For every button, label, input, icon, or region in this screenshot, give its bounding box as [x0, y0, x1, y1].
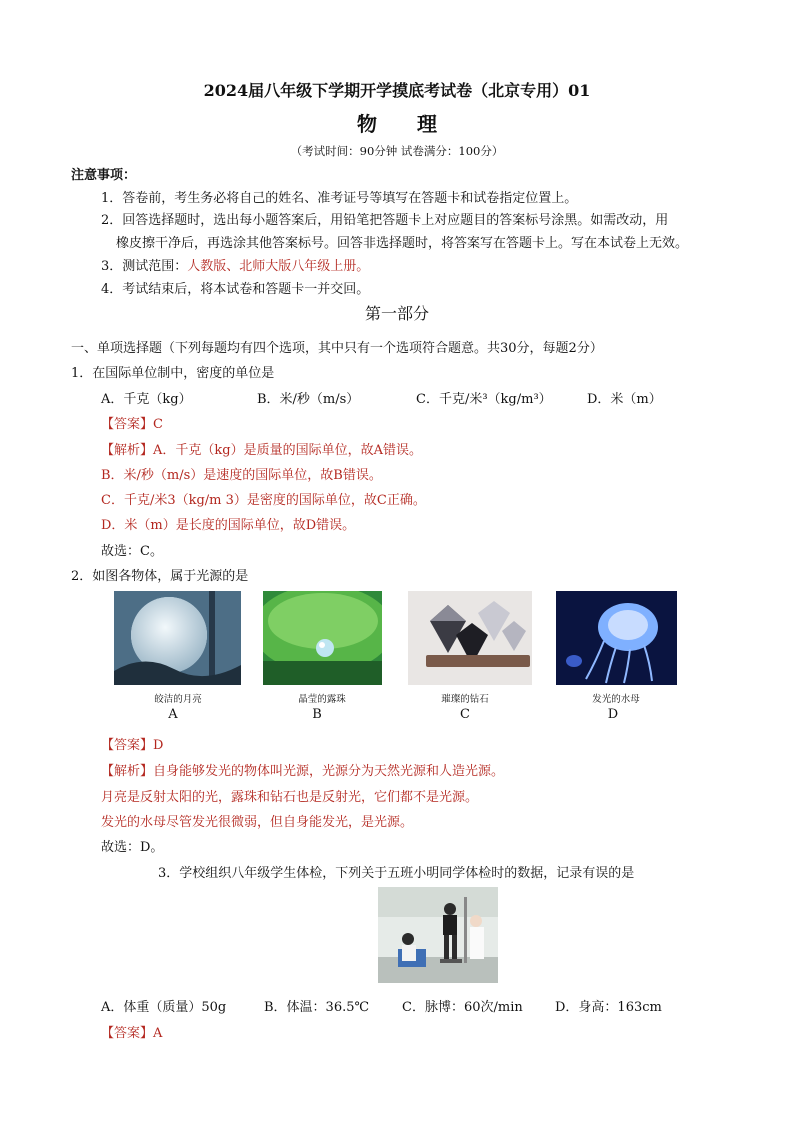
q1-option-a: A．千克（kg） [101, 392, 192, 407]
q2-conclusion: 故选：D。 [101, 840, 164, 855]
notice-item-2: 2．回答选择题时，选出每小题答案后，用铅笔把答题卡上对应题目的答案标号涂黑。如需改动，用 [101, 213, 669, 228]
q1-analysis-line-1 [101, 439, 422, 458]
exam-meta: （考试时间：90分钟 试卷满分：100分） [290, 144, 504, 158]
q1-analysis-c: C．千克/米3（kg/m 3）是密度的国际单位，故C正确。 [101, 493, 426, 508]
q2-answer [101, 734, 163, 753]
q2-analysis-3: 发光的水母尽管发光很微弱，但自身能发光，是光源。 [101, 815, 414, 830]
q3-answer [101, 1022, 162, 1041]
q1-analysis-b: B．米/秒（m/s）是速度的国际单位，故B错误。 [101, 468, 382, 483]
q1-stem: 1．在国际单位制中，密度的单位是 [71, 366, 275, 381]
physical-exam-image [378, 887, 498, 983]
q1-option-d: D．米（m） [587, 392, 662, 407]
q2-answer-value: D [153, 738, 164, 753]
label-c: C [460, 707, 470, 722]
notice-heading: 注意事项： [71, 168, 137, 183]
q3-option-c: C．脉博：60次/min [402, 1000, 523, 1015]
q2-answer-tag: 【答案】 [101, 738, 154, 753]
q3-stem: 3．学校组织八年级学生体检，下列关于五班小明同学体检时的数据，记录有误的是 [158, 866, 635, 881]
q2-analysis-line-1 [101, 760, 504, 779]
notice-scope-value: 人教版、北师大版八年级上册。 [187, 259, 370, 274]
dewdrop-image [263, 591, 382, 685]
notice-item-2-cont: 橡皮擦干净后，再选涂其他答案标号。回答非选择题时，将答案写在答题卡上。写在本试卷上无效。 [116, 236, 689, 251]
notice-item-4: 4．考试结束后，将本试卷和答题卡一并交回。 [101, 282, 370, 297]
notice-item-3 [101, 255, 369, 274]
label-b: B [312, 707, 322, 722]
q3-answer-tag: 【答案】 [101, 1026, 154, 1041]
q3-option-b: B．体温：36.5℃ [264, 1000, 370, 1015]
q1-answer [101, 413, 163, 432]
q1-conclusion: 故选：C。 [101, 544, 163, 559]
caption-c: 璀璨的钻石 [441, 694, 489, 705]
diamond-image [408, 591, 532, 685]
notice-scope-prefix: 3．测试范围： [101, 259, 188, 274]
subject-title: 物理 [357, 112, 477, 136]
part-heading: 一、单项选择题（下列每题均有四个选项，其中只有一个选项符合题意。共30分，每题2分） [71, 341, 603, 356]
q1-analysis-d: D．米（m）是长度的国际单位，故D错误。 [101, 518, 356, 533]
caption-a: 皎洁的月亮 [154, 694, 202, 705]
notice-item-1: 1．答卷前，考生务必将自己的姓名、准考证号等填写在答题卡和试卷指定位置上。 [101, 191, 578, 206]
moon-image [114, 591, 241, 685]
q1-option-b: B．米/秒（m/s） [257, 392, 360, 407]
jellyfish-image [556, 591, 677, 685]
caption-b: 晶莹的露珠 [298, 694, 346, 705]
q2-stem: 2．如图各物体，属于光源的是 [71, 569, 249, 584]
q1-option-c: C．千克/米³（kg/m³） [416, 392, 552, 407]
q2-analysis-2: 月亮是反射太阳的光，露珠和钻石也是反射光，它们都不是光源。 [101, 790, 479, 805]
label-a: A [168, 707, 178, 722]
q2-analysis-1: 自身能够发光的物体叫光源，光源分为天然光源和人造光源。 [153, 764, 505, 779]
caption-d: 发光的水母 [592, 694, 640, 705]
exam-title: 2024届八年级下学期开学摸底考试卷（北京专用）01 [203, 81, 591, 100]
q2-analysis-tag: 【解析】 [101, 764, 154, 779]
q1-analysis-a: A．千克（kg）是质量的国际单位，故A错误。 [153, 443, 422, 458]
label-d: D [607, 707, 619, 722]
q3-option-a: A．体重（质量）50g [101, 1000, 227, 1015]
section-title: 第一部分 [364, 304, 429, 323]
q1-analysis-tag: 【解析】 [101, 443, 154, 458]
q3-answer-value: A [153, 1026, 163, 1041]
q3-option-d: D．身高：163cm [555, 1000, 662, 1015]
q1-answer-value: C [153, 417, 163, 432]
q1-answer-tag: 【答案】 [101, 417, 154, 432]
